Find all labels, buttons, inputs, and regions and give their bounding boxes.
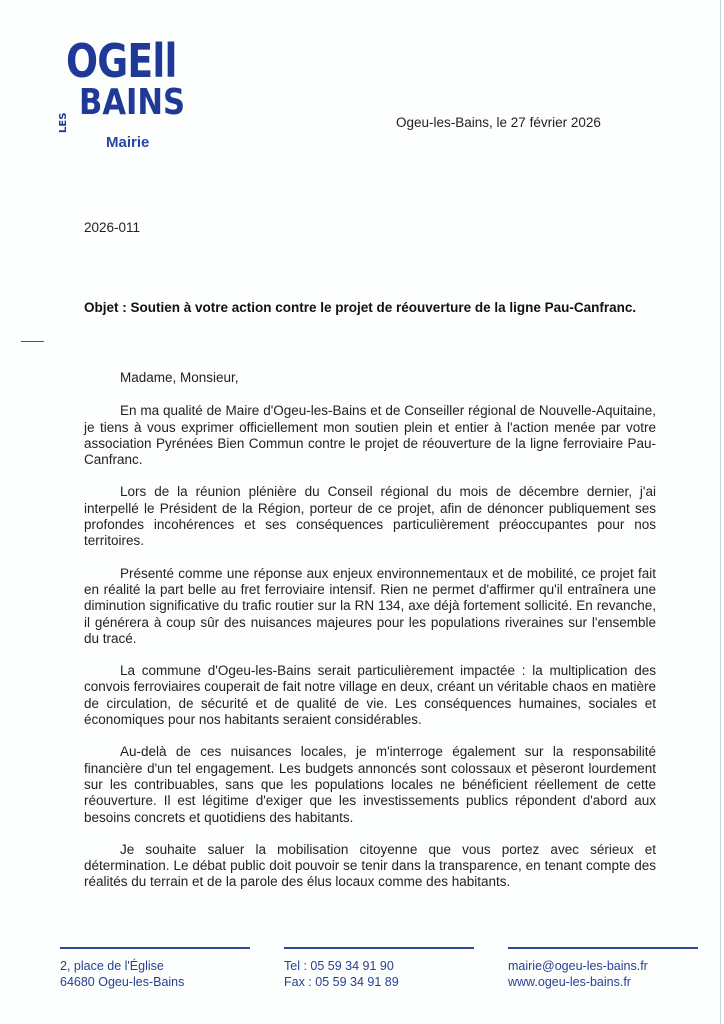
fax-number: Fax : 05 59 34 91 89 (284, 975, 399, 989)
paragraph: La commune d'Ogeu-les-Bains serait particulièrement impactée : la multiplication des convois ferroviaires couperait de fait notre village en deux, créant un véritable chaos en matière de circulation, de sécurité et de qualité de vie. Les conséquences humaines, sociales et économiques pour nos habitants seraient considérables. (84, 663, 656, 728)
footer-divider (508, 947, 698, 949)
page-edge (720, 0, 721, 1024)
salutation: Madame, Monsieur, (120, 370, 239, 385)
logo-ogeu-text: OGEll (66, 34, 177, 88)
logo-mairie-text: Mairie (106, 134, 150, 151)
email-link[interactable]: mairie@ogeu-les-bains.fr (508, 959, 648, 973)
footer-divider (284, 947, 474, 949)
town-logo (58, 34, 196, 158)
paragraph: Présenté comme une réponse aux enjeux environnementaux et de mobilité, ce projet fait en réalité la part belle au fret ferroviaire intensif. Rien ne permet d'affirmer qu'il entraînera une diminution significative du trafic routier sur la RN 134, axe déjà fortement sollicité. En revanche, il générera à coup sûr des nuisances majeures pour les populations riveraines sur l'ensemble du tracé. (84, 565, 656, 646)
address-street: 2, place de l'Église (60, 959, 164, 973)
place-and-date: Ogeu-les-Bains, le 27 février 2026 (396, 115, 601, 130)
paragraph: En ma qualité de Maire d'Ogeu-les-Bains et de Conseiller régional de Nouvelle-Aquitaine, je tiens à vous exprimer officiellement mon soutien plein et entier à l'action menée par votre association Pyrénées Bien Commun contre le projet de réouverture de la ligne ferroviaire Pau-Canfranc. (84, 403, 656, 468)
footer-divider (60, 947, 250, 949)
footer-web (508, 947, 698, 990)
paragraph: Lors de la réunion plénière du Conseil régional du mois de décembre dernier, j'ai interpellé le Président de la Région, porteur de ce projet, afin de dénoncer publiquement ses profondes incohérences et ses conséquences particulièrement préoccupantes pour nos territoires. (84, 484, 656, 549)
website-link[interactable]: www.ogeu-les-bains.fr (508, 975, 631, 989)
address-city: 64680 Ogeu-les-Bains (60, 975, 185, 989)
logo-bains-text: BAINS (79, 82, 186, 123)
paragraph: Je souhaite saluer la mobilisation citoyenne que vous portez avec sérieux et détermination. Le débat public doit pouvoir se tenir dans la transparence, en tenant compte des réalités du terrain et de la parole des élus locaux comme des habitants. (84, 841, 656, 890)
paragraph: Au-delà de ces nuisances locales, je m'interroge également sur la responsabilité financière d'un tel engagement. Les budgets annoncés sont colossaux et pèseront lourdement sur les contribuables, sans que les populations locales ne bénéficient réellement de cette réouverture. Il est légitime d'exiger que les investissements publics répondent d'abord aux besoins concrets et quotidiens des habitants. (84, 744, 656, 825)
letter-body (84, 370, 656, 907)
phone-number: Tel : 05 59 34 91 90 (284, 959, 394, 973)
logo-les-text: LES (58, 112, 69, 133)
letter-subject: Objet : Soutien à votre action contre le projet de réouverture de la ligne Pau-Canfranc. (84, 300, 637, 315)
footer-phone (284, 947, 474, 990)
reference-number: 2026-011 (84, 220, 141, 235)
fold-mark (21, 341, 44, 342)
footer-address (60, 947, 250, 990)
